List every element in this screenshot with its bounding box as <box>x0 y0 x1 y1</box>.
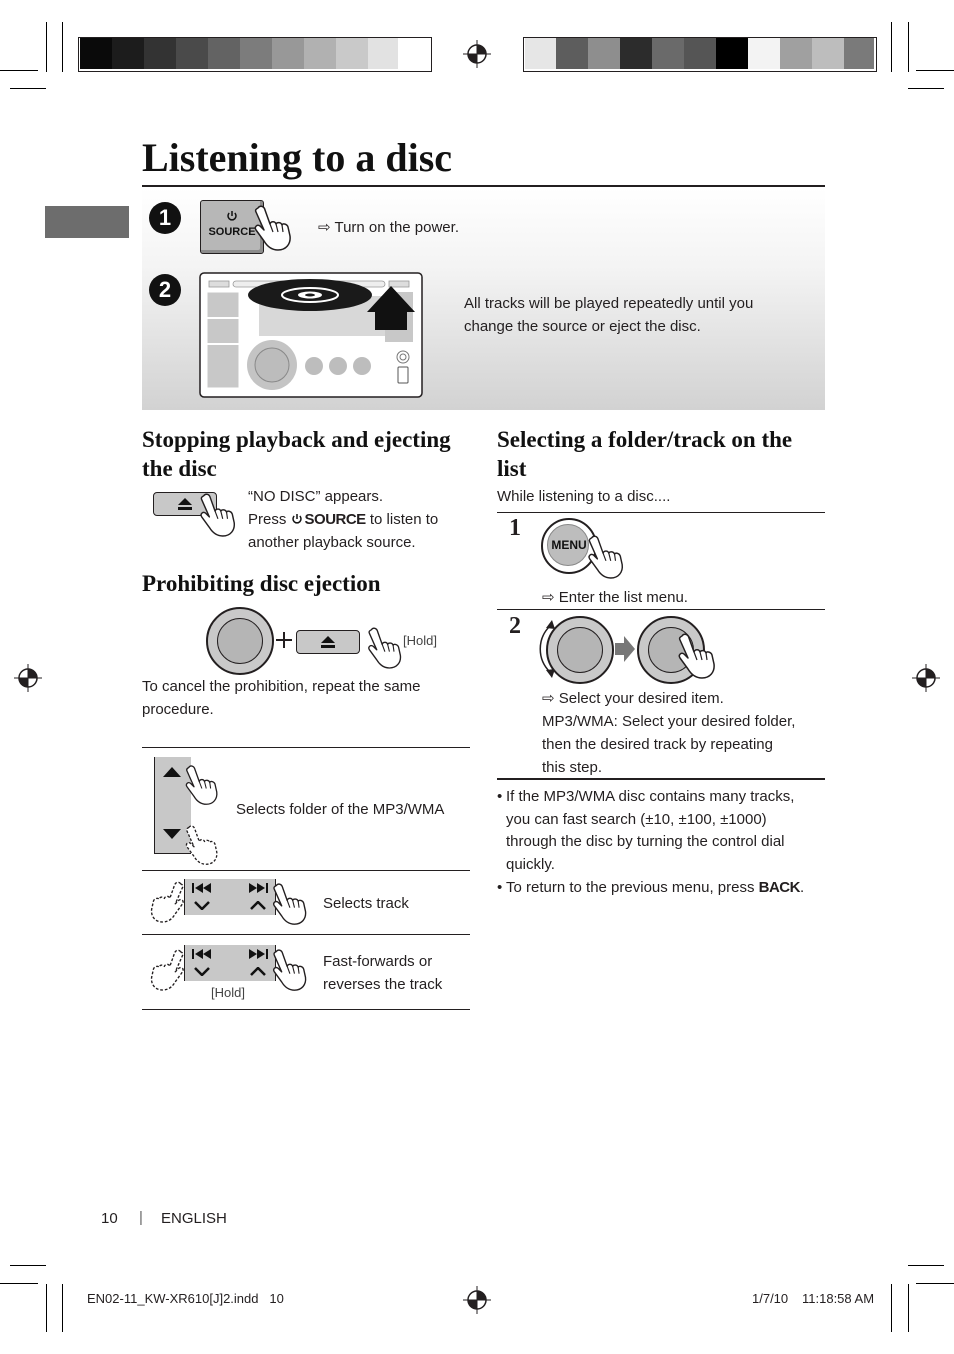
swatch <box>112 38 144 69</box>
stopping-heading-line2: the disc <box>142 456 217 481</box>
swatch <box>398 38 429 69</box>
swatch <box>368 38 398 69</box>
control-dial[interactable] <box>546 616 614 684</box>
crop-mark <box>0 1283 38 1284</box>
swatch <box>812 38 844 69</box>
note2 <box>506 876 804 899</box>
hand-press-icon <box>268 882 310 926</box>
hand-press-icon <box>268 948 310 992</box>
swatch <box>556 38 588 69</box>
note2-text: To return to the previous menu, press <box>506 879 759 896</box>
note1-line2: you can fast search (±10, ±100, ±1000) <box>506 811 767 828</box>
step-number-2 <box>149 274 181 306</box>
source-key-label: SOURCE <box>304 511 366 528</box>
footer-date: 1/7/10 <box>752 1291 789 1306</box>
selecting-heading-line1: Selecting a folder/track on the <box>497 427 793 452</box>
step-number-label: 2 <box>158 277 172 302</box>
hand-press-icon <box>674 632 718 680</box>
stopping-heading-line1: Stopping playback and ejecting <box>142 427 451 452</box>
swatch <box>748 38 780 69</box>
hand-press-icon <box>584 534 626 580</box>
note2-period: . <box>799 879 805 896</box>
swatch <box>336 38 368 69</box>
registration-target-icon <box>463 40 491 68</box>
note1-line4: quickly. <box>506 856 555 873</box>
crop-mark <box>891 1284 892 1332</box>
table-row2-text: Selects track <box>323 895 409 912</box>
footer-time: 11:18:58 AM <box>802 1291 875 1306</box>
selecting-step1-number: 1 <box>509 515 521 541</box>
power-icon <box>226 210 238 222</box>
stopping-suffix-text: to listen to <box>365 511 439 528</box>
chevron-down-icon <box>194 901 210 910</box>
arrow-right-icon <box>615 636 635 662</box>
skip-forward-icon <box>248 883 268 893</box>
crop-mark <box>62 1284 63 1332</box>
prohibiting-text-line2: procedure. <box>142 701 214 718</box>
note1-line1: If the MP3/WMA disc contains many tracks, <box>506 788 795 805</box>
step2-description: All tracks will be played repeatedly until you change the source or eject the disc. <box>464 295 754 335</box>
table-row3-line2: reverses the track <box>323 976 443 993</box>
control-dial[interactable] <box>206 607 274 675</box>
hand-press-icon <box>180 764 222 806</box>
swatch <box>716 38 748 69</box>
skip-buttons-hold[interactable] <box>184 945 276 981</box>
skip-back-icon <box>192 949 212 959</box>
swatch <box>240 38 272 69</box>
triangle-down-icon <box>163 829 181 839</box>
crop-mark <box>46 1284 47 1332</box>
registration-target-icon <box>463 1286 491 1314</box>
table-row1-text: Selects folder of the MP3/WMA <box>236 801 445 818</box>
crop-mark <box>10 1265 46 1266</box>
hand-press-icon <box>364 626 404 670</box>
swatch <box>304 38 336 69</box>
crop-mark <box>908 1284 909 1332</box>
back-key-label: BACK <box>758 879 800 896</box>
selecting-subtitle: While listening to a disc.... <box>497 488 671 505</box>
hand-press-icon <box>180 824 222 866</box>
hand-press-icon <box>250 204 294 252</box>
step-number-label: 1 <box>158 205 172 230</box>
swatch <box>80 38 112 69</box>
page-number: 10 <box>101 1210 118 1227</box>
prohibiting-heading: Prohibiting disc ejection <box>142 571 381 596</box>
swatch <box>176 38 208 69</box>
skip-forward-icon <box>248 949 268 959</box>
step1-instruction: ⇨ Turn on the power. <box>318 219 459 236</box>
crop-mark <box>908 22 909 72</box>
car-stereo-illustration <box>199 272 423 398</box>
crop-mark <box>916 70 954 71</box>
crop-mark <box>0 70 38 71</box>
swatch <box>620 38 652 69</box>
footer-language: ENGLISH <box>161 1210 227 1227</box>
note-bullet: • <box>497 788 503 805</box>
selecting-step2-number: 2 <box>509 613 521 639</box>
chevron-up-icon <box>250 967 266 976</box>
selecting-step2-line3: then the desired track by repeating <box>542 736 773 753</box>
selecting-step2-line2: MP3/WMA: Select your desired folder, <box>542 713 796 730</box>
swatch <box>272 38 304 69</box>
stopping-line1: “NO DISC” appears. <box>248 488 384 505</box>
page-title: Listening to a disc <box>142 135 453 180</box>
skip-buttons[interactable] <box>184 879 276 915</box>
power-icon <box>291 513 303 525</box>
crop-mark <box>62 22 63 72</box>
eject-icon <box>321 636 335 648</box>
table-top-rule <box>142 747 470 748</box>
table-row3-hold: [Hold] <box>211 985 245 1000</box>
swatch <box>780 38 812 69</box>
note1-line3: through the disc by turning the control dial <box>506 833 785 850</box>
eject-icon <box>178 498 192 510</box>
selecting-step2-line1: ⇨ Select your desired item. <box>542 690 724 707</box>
stopping-press-text: Press <box>248 511 291 528</box>
selecting-step2-line4: this step. <box>542 759 603 776</box>
hand-press-icon <box>148 948 188 992</box>
crop-mark <box>908 1265 944 1266</box>
plus-icon <box>275 631 293 649</box>
selecting-step1-text: ⇨ Enter the list menu. <box>542 589 688 606</box>
hold-label: [Hold] <box>403 633 437 648</box>
table-bottom-rule <box>142 1009 470 1010</box>
title-rule <box>142 185 825 187</box>
registration-target-icon <box>912 664 940 692</box>
eject-button[interactable] <box>296 630 360 654</box>
swatch <box>684 38 716 69</box>
selecting-heading-line2: list <box>497 456 527 481</box>
note-bullet: • <box>497 879 503 896</box>
stopping-line3: another playback source. <box>248 534 416 551</box>
swatch <box>144 38 176 69</box>
menu-button-label: MENU <box>551 538 587 552</box>
registration-target-icon <box>14 664 42 692</box>
crop-mark <box>10 88 46 89</box>
table-row3-line1: Fast-forwards or <box>323 953 433 970</box>
crop-mark <box>908 88 944 89</box>
table-rule <box>142 934 470 935</box>
footer-separator: | <box>139 1209 143 1226</box>
step-number-1 <box>149 202 181 234</box>
selecting-rule <box>497 512 825 513</box>
swatch <box>652 38 684 69</box>
table-rule <box>142 870 470 871</box>
swatch <box>525 38 556 69</box>
crop-mark <box>916 1283 954 1284</box>
language-tab <box>45 206 129 238</box>
footer-file: EN02-11_KW-XR610[J]2.indd 10 <box>87 1291 284 1306</box>
hand-press-icon <box>148 880 188 924</box>
swatch <box>208 38 240 69</box>
swatch <box>844 38 874 69</box>
skip-back-icon <box>192 883 212 893</box>
prohibiting-text-line1: To cancel the prohibition, repeat the same <box>142 678 421 695</box>
selecting-rule <box>497 609 825 610</box>
crop-mark <box>891 22 892 72</box>
stopping-line2 <box>248 508 438 531</box>
source-button-label: SOURCE <box>208 226 256 238</box>
triangle-up-icon <box>163 767 181 777</box>
swatch <box>588 38 620 69</box>
chevron-down-icon <box>194 967 210 976</box>
chevron-up-icon <box>250 901 266 910</box>
hand-press-icon <box>196 492 238 538</box>
selecting-bottom-rule <box>497 778 825 780</box>
crop-mark <box>46 22 47 72</box>
